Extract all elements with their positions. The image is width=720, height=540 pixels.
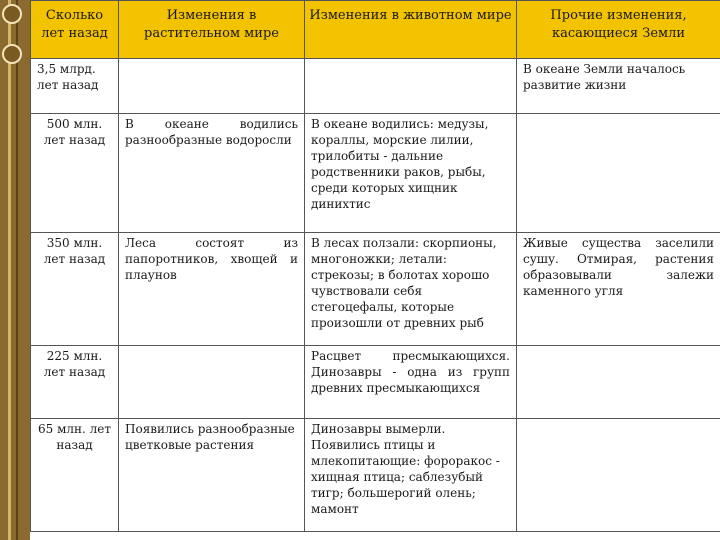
decorative-binder-bar: [0, 0, 30, 540]
binder-ring-icon: [2, 44, 22, 64]
cell-plants: [119, 346, 305, 419]
cell-age: 65 млн. лет назад: [31, 419, 119, 532]
header-years-ago: Сколько лет назад: [31, 1, 119, 59]
cell-animals: В океане водились: медузы, кораллы, морские лилии, трилобиты - дальние родственники раков, рыбы, среди которых хищник динихтис: [305, 114, 517, 233]
cell-age: 225 млн. лет назад: [31, 346, 119, 419]
header-plant-changes: Изменения в растительном мире: [119, 1, 305, 59]
header-other-changes: Прочие изменения, касающиеся Земли: [517, 1, 720, 59]
table-row: [31, 114, 720, 233]
cell-age: 350 млн. лет назад: [31, 233, 119, 346]
cell-plants: [119, 59, 305, 114]
cell-other: [517, 346, 720, 419]
cell-plants: Леса состоят из папоротников, хвощей и плаунов: [119, 233, 305, 346]
table-row: [31, 346, 720, 419]
cell-animals: Расцвет пресмыкающихся. Динозавры - одна из групп древних пресмыкающихся: [305, 346, 517, 419]
binder-strip-dark: [16, 0, 18, 540]
binder-strip: [8, 0, 11, 540]
table-row: [31, 419, 720, 532]
cell-plants: Появились разнообразные цветковые растения: [119, 419, 305, 532]
table-row: [31, 233, 720, 346]
table-header-row: [31, 1, 720, 59]
cell-plants: В океане водились разнообразные водоросли: [119, 114, 305, 233]
cell-age: 500 млн. лет назад: [31, 114, 119, 233]
cell-other: Живые существа заселили сушу. Отмирая, растения образовывали залежи каменного угля: [517, 233, 720, 346]
cell-other: [517, 419, 720, 532]
binder-ring-icon: [2, 4, 22, 24]
cell-age: 3,5 млрд. лет назад: [31, 59, 119, 114]
cell-animals: В лесах ползали: скорпионы, многоножки; летали: стрекозы; в болотах хорошо чувствовали себя стегоцефалы, которые произошли от древних рыб: [305, 233, 517, 346]
header-animal-changes: Изменения в животном мире: [305, 1, 517, 59]
cell-other: [517, 114, 720, 233]
cell-animals: [305, 59, 517, 114]
cell-animals: Динозавры вымерли. Появились птицы и млекопитающие: фороракос - хищная птица; саблезубый тигр; большерогий олень; мамонт: [305, 419, 517, 532]
cell-other: В океане Земли началось развитие жизни: [517, 59, 720, 114]
table-row: [31, 59, 720, 114]
earth-history-table: [30, 0, 720, 532]
